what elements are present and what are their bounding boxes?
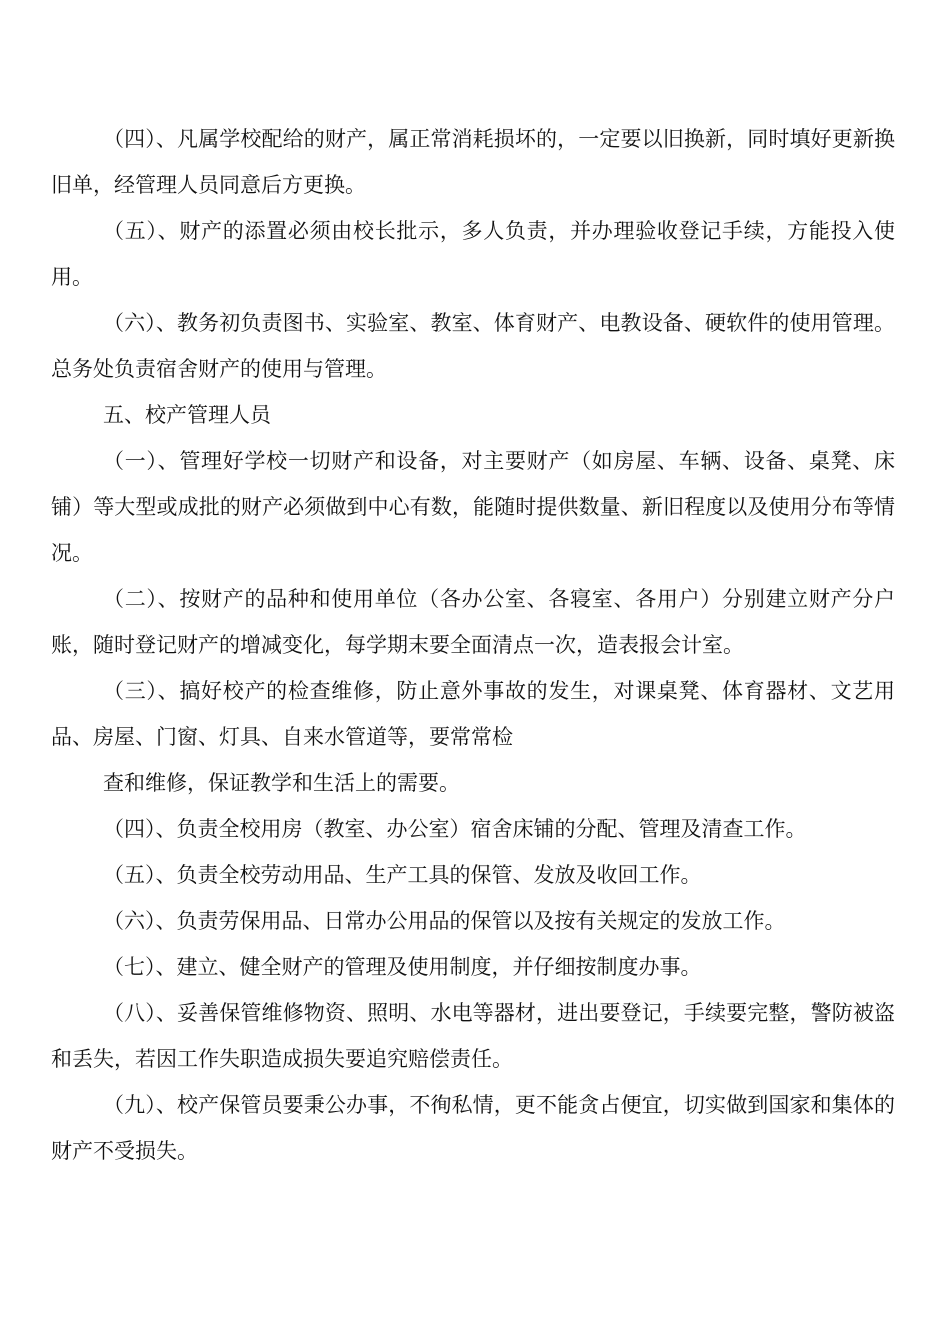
staff-duty-9: （九）、校产保管员要秉公办事，不徇私情，更不能贪占便宜，切实做到国家和集体的财产不受损失。 [51, 1093, 895, 1163]
staff-duty-3: （三）、搞好校产的检查维修，防止意外事故的发生，对课桌凳、体育器材、文艺用品、房屋、门窗、灯具、自来水管道等，要常常检 [51, 679, 895, 749]
paragraph-5-property-purchase: （五）、财产的添置必须由校长批示，多人负责，并办理验收登记手续，方能投入使用。 [51, 219, 895, 289]
staff-duty-2: （二）、按财产的品种和使用单位（各办公室、各寝室、各用户）分别建立财产分户账，随时登记财产的增减变化，每学期末要全面清点一次，造表报会计室。 [51, 587, 895, 657]
staff-duty-3-continued: 查和维修，保证教学和生活上的需要。 [103, 771, 460, 795]
staff-duty-8: （八）、妥善保管维修物资、照明、水电等器材，进出要登记，手续要完整，警防被盗和丢失，若因工作失职造成损失要追究赔偿责任。 [51, 1001, 895, 1071]
staff-duty-6: （六）、负责劳保用品、日常办公用品的保管以及按有关规定的发放工作。 [103, 909, 786, 933]
paragraph-4-property-replacement: （四）、凡属学校配给的财产，属正常消耗损坏的，一定要以旧换新，同时填好更新换旧单，经管理人员同意后方更换。 [51, 127, 895, 197]
staff-duty-1: （一）、管理好学校一切财产和设备，对主要财产（如房屋、车辆、设备、桌凳、床铺）等大型或成批的财产必须做到中心有数，能随时提供数量、新旧程度以及使用分布等情况。 [51, 449, 895, 565]
section-heading-school-property-staff: 五、校产管理人员 [103, 403, 271, 427]
staff-duty-4: （四）、负责全校用房（教室、办公室）宿舍床铺的分配、管理及清查工作。 [103, 817, 807, 841]
paragraph-6-usage-management: （六）、教务初负责图书、实验室、教室、体育财产、电教设备、硬软件的使用管理。总务处负责宿舍财产的使用与管理。 [51, 311, 895, 381]
document-body [51, 116, 895, 1174]
staff-duty-5: （五）、负责全校劳动用品、生产工具的保管、发放及收回工作。 [103, 863, 702, 887]
staff-duty-7: （七）、建立、健全财产的管理及使用制度，并仔细按制度办事。 [103, 955, 702, 979]
